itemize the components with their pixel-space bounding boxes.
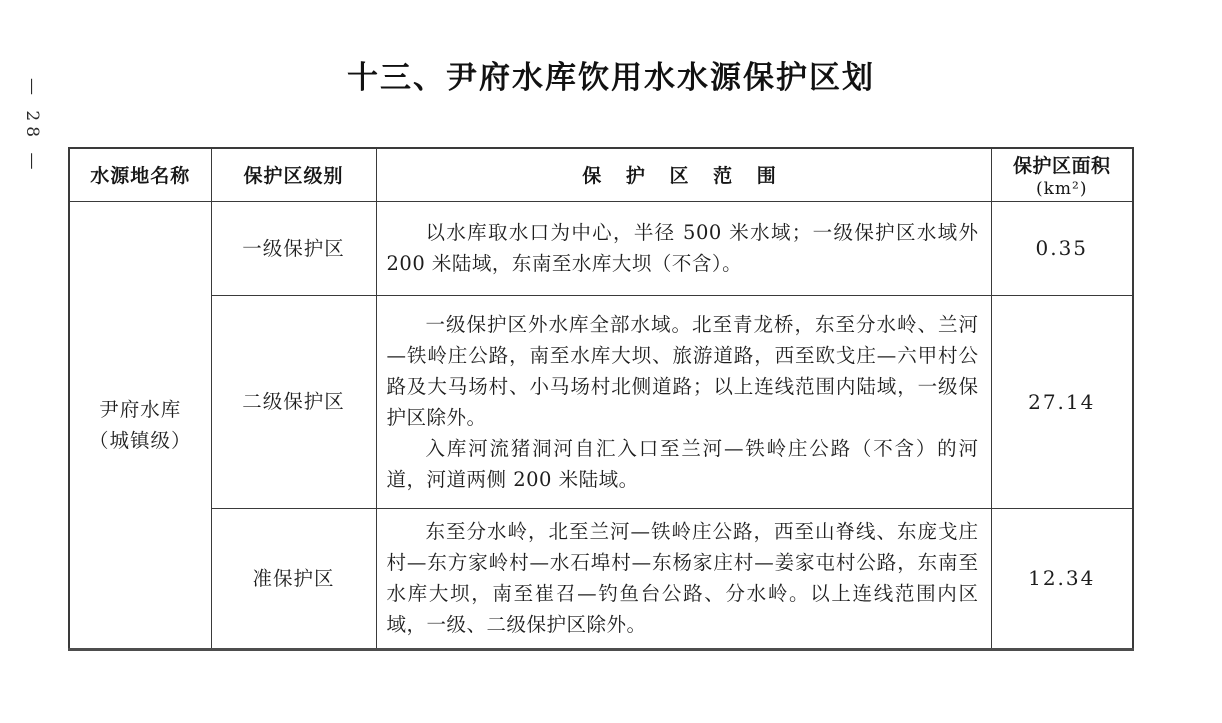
level-cell-row1: 一级保护区 [211, 201, 376, 295]
page-number: — 28 — [22, 78, 42, 175]
scope-paragraph: 以水库取水口为中心，半径 500 米水域；一级保护区水域外 200 米陆域，东南至水库大坝（不含）。 [386, 221, 979, 275]
column-header-source-name: 水源地名称 [69, 148, 211, 201]
page-title: 十三、尹府水库饮用水水源保护区划 [347, 60, 875, 96]
scope-cell-row3 [376, 508, 991, 649]
table-row-level1 [69, 201, 1133, 295]
area-cell-row1: 0.35 [991, 201, 1133, 295]
table-header-row [69, 148, 1133, 201]
area-cell-row3: 12.34 [991, 508, 1133, 649]
table-row-quasi [69, 508, 1133, 649]
column-header-area-unit: (km²) [1035, 178, 1088, 199]
area-cell-row2: 27.14 [991, 295, 1133, 508]
level-cell-row3: 准保护区 [211, 508, 376, 649]
scope-cell-row1 [376, 201, 991, 295]
column-header-level: 保护区级别 [211, 148, 376, 201]
level-cell-row2: 二级保护区 [211, 295, 376, 508]
source-name-line1: 尹府水库 [99, 397, 182, 421]
source-name-line2: （城镇级） [88, 428, 192, 452]
scope-paragraph: 入库河流猪洞河自汇入口至兰河—铁岭庄公路（不含）的河道，河道两侧 200 米陆域。 [386, 436, 979, 491]
column-header-area-label: 保护区面积 [1012, 154, 1111, 177]
column-header-area [991, 148, 1133, 201]
table-row-level2 [69, 295, 1133, 508]
scope-cell-row2 [376, 295, 991, 508]
source-name-cell [69, 201, 211, 649]
scope-paragraph: 东至分水岭，北至兰河—铁岭庄公路，西至山脊线、东庞戈庄村—东方家岭村—水石埠村—东杨家庄村—姜家屯村公路，东南至水库大坝，南至崔召—钓鱼台公路、分水岭。以上连线范围内区域，一级、二级保护区除外。 [386, 520, 979, 636]
protection-zone-table [68, 147, 1134, 651]
scope-paragraph: 一级保护区外水库全部水域。北至青龙桥，东至分水岭、兰河—铁岭庄公路，南至水库大坝、旅游道路，西至欧戈庄—六甲村公路及大马场村、小马场村北侧道路；以上连线范围内陆域，一级保护区除外。 [386, 312, 979, 429]
column-header-scope: 保 护 区 范 围 [376, 148, 991, 201]
